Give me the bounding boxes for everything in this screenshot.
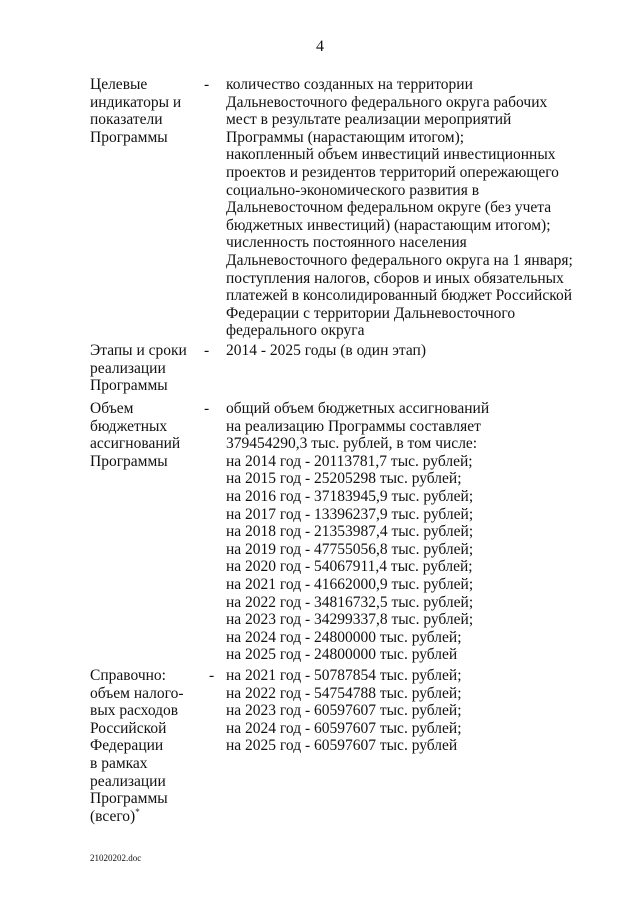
content-line: проектов и резидентов территорий опережающего [226, 163, 559, 181]
content-line: на 2017 год - 13396237,9 тыс. рублей; [226, 505, 474, 523]
section-dash: - [209, 667, 215, 684]
content-line: на 2021 год - 50787854 тыс. рублей; [226, 667, 462, 684]
content-line: на 2015 год - 25205298 тыс. рублей; [226, 470, 462, 488]
content-line: на 2019 год - 47755056,8 тыс. рублей; [226, 540, 474, 558]
section-label: Целевые индикаторы и показатели Программы [90, 76, 182, 146]
page-number: 4 [316, 38, 324, 55]
section-label-text: Справочно: объем налого- вых расходов Российской Федерации в рамках реализации Программы (всего) [90, 667, 184, 825]
section-content [226, 400, 586, 664]
content-line: федерального округа [226, 322, 365, 340]
section-content [226, 667, 586, 755]
content-line: численность постоянного населения [226, 234, 467, 252]
content-line: на 2025 год - 24800000 тыс. рублей [226, 646, 458, 664]
section-dash: - [204, 400, 210, 417]
content-line: количество созданных на территории [226, 76, 473, 93]
content-line: Дальневосточном федеральном округе (без учета [226, 199, 552, 217]
footnote-marker: * [135, 806, 140, 817]
content-line: на 2025 год - 60597607 тыс. рублей [226, 737, 458, 755]
content-line: социально-экономического развития в [226, 181, 480, 199]
section-content [226, 342, 586, 360]
section-label [90, 667, 202, 825]
content-line: мест в результате реализации мероприятий [226, 111, 512, 129]
content-line: поступления налогов, сборов и иных обязательных [226, 269, 564, 287]
content-line: общий объем бюджетных ассигнований [226, 400, 490, 417]
content-line: на 2018 год - 21353987,4 тыс. рублей; [226, 523, 474, 541]
content-line: на 2022 год - 54754788 тыс. рублей; [226, 684, 462, 702]
content-line: на 2023 год - 60597607 тыс. рублей; [226, 702, 462, 720]
content-line: 2014 - 2025 годы (в один этап) [226, 342, 426, 359]
document-filename: 21020202.doc [90, 853, 142, 863]
section-label: Объем бюджетных ассигнований Программы [90, 400, 181, 470]
content-line: на 2024 год - 24800000 тыс. рублей; [226, 628, 462, 646]
content-line: Программы (нарастающим итогом); [226, 128, 465, 146]
content-line: 379454290,3 тыс. рублей, в том числе: [226, 435, 478, 453]
content-line: Федерации с территории Дальневосточного [226, 304, 516, 322]
content-line: накопленный объем инвестиций инвестиционных [226, 146, 556, 164]
content-line: на 2023 год - 34299337,8 тыс. рублей; [226, 611, 474, 629]
content-line: на 2022 год - 34816732,5 тыс. рублей; [226, 593, 474, 611]
content-line: платежей в консолидированный бюджет Российской [226, 287, 572, 305]
content-line: на 2021 год - 41662000,9 тыс. рублей; [226, 575, 474, 593]
content-line: Дальневосточного федерального округа на 1 января; [226, 251, 573, 269]
section-label: Этапы и сроки реализации Программы [90, 342, 187, 395]
content-line: бюджетных инвестиций) (нарастающим итогом); [226, 216, 551, 234]
section-dash: - [204, 76, 210, 93]
content-line: на 2014 год - 20113781,7 тыс. рублей; [226, 452, 473, 470]
section-dash: - [204, 342, 210, 359]
content-line: на 2016 год - 37183945,9 тыс. рублей; [226, 487, 474, 505]
content-line: на реализацию Программы составляет [226, 417, 481, 435]
content-line: на 2024 год - 60597607 тыс. рублей; [226, 719, 462, 737]
section-content [226, 76, 586, 340]
content-line: Дальневосточного федерального округа рабочих [226, 93, 548, 111]
content-line: на 2020 год - 54067911,4 тыс. рублей; [226, 558, 473, 576]
